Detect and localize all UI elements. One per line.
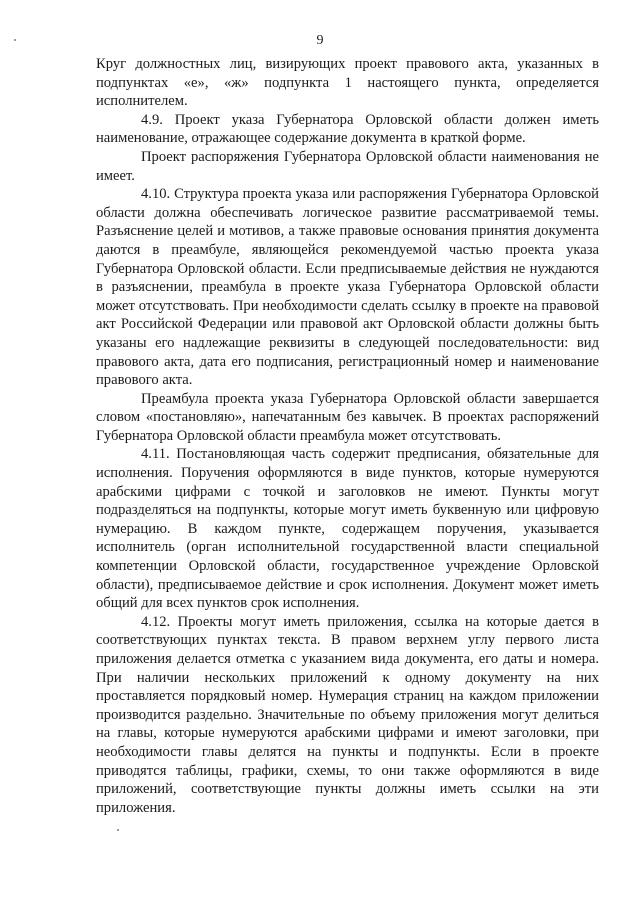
paragraph-preamble: Преамбула проекта указа Губернатора Орловской области завершается словом «постановляю», напечатанным без кавычек. В проектах распоряжений Губернатора Орловской области преамбула может отсутствовать. xyxy=(96,390,599,444)
paragraph-4-12: 4.12. Проекты могут иметь приложения, ссылка на которые дается в соответствующих пунктах текста. В правом верхнем углу первого листа приложения делается отметка с указанием вида документа, его даты и номера. При наличии нескольких приложений к одному документу на них проставляется порядковый номер. Нумерация страниц на каждом приложении производится раздельно. Значительные по объему приложения могут делиться на главы, которые нумеруются арабскими цифрами и имеют заголовки, при необходимости главы делятся на пункты и подпункты. Если в проекте приводятся таблицы, графики, схемы, то они также оформляются в виде приложений, соответствующие пункты должны иметь ссылки на эти приложения. xyxy=(96,613,599,816)
paragraph-signatories: Круг должностных лиц, визирующих проект правового акта, указанных в подпунктах «е», «ж» подпункта 1 настоящего пункта, определяется исполнителем. xyxy=(96,56,599,110)
document-body xyxy=(96,55,599,817)
page-number: 9 xyxy=(316,33,324,48)
paragraph-order-title: Проект распоряжения Губернатора Орловской области наименования не имеет. xyxy=(96,148,599,184)
paragraph-4-10: 4.10. Структура проекта указа или распоряжения Губернатора Орловской области должна обеспечивать логическое развитие рассматриваемой темы. Разъяснение целей и мотивов, а также правовые основания принятия документа даются в преамбуле, являющейся рекомендуемой частью проекта указа Губернатора Орловской области. Если предписываемые действия не нуждаются в разъяснении, преамбула в проекте указа Губернатора Орловской области может отсутствовать. При необходимости сделать ссылку в проекте на правовой акт Российской Федерации или правовой акт Орловской области должны быть указаны его надлежащие реквизиты в следующей последовательности: вид правового акта, дата его подписания, регистрационный номер и наименование правового акта. xyxy=(96,186,599,389)
paragraph-4-9: 4.9. Проект указа Губернатора Орловской области должен иметь наименование, отражающее содержание документа в краткой форме. xyxy=(96,111,599,147)
paragraph-4-11: 4.11. Постановляющая часть содержит предписания, обязательные для исполнения. Поручения оформляются в виде пунктов, которые нумеруются арабскими цифрами с точкой и заголовков не имеют. Пункты могут подразделяться на подпункты, которые могут иметь буквенную или цифровую нумерацию. В каждом пункте, содержащем поручения, указывается исполнитель (орган исполнительной государственной власти специальной компетенции Орловской области, государственное учреждение Орловской области), предписываемое действие и срок исполнения. Документ может иметь общий для всех пунктов срок исполнения. xyxy=(96,446,599,612)
scan-speck xyxy=(117,829,119,831)
